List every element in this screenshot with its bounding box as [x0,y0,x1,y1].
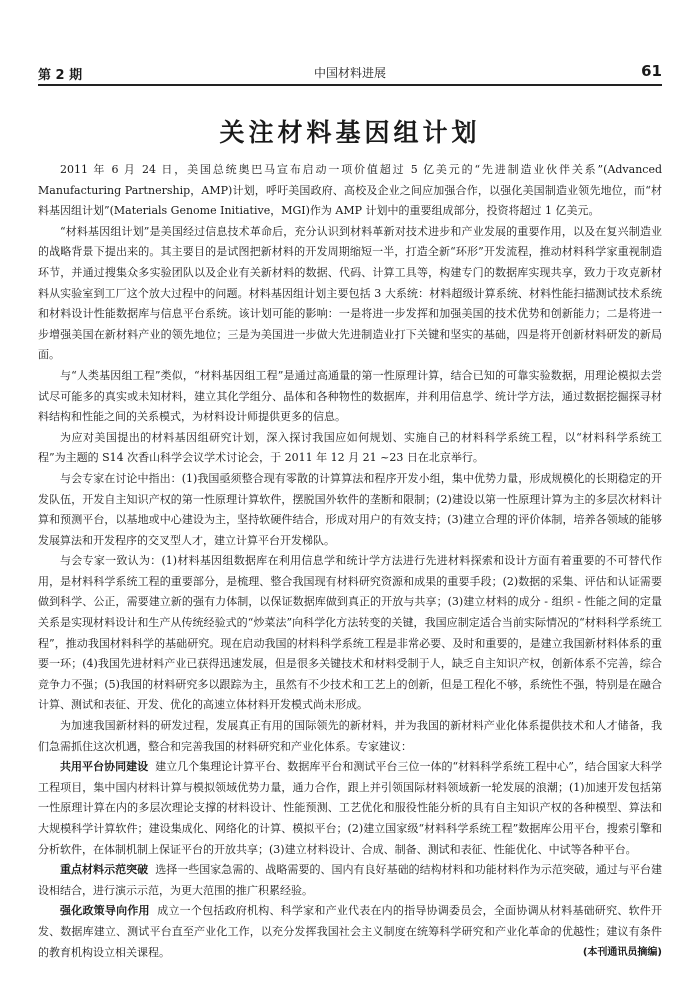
paragraph-9 [38,860,662,901]
paragraph-5: 与会专家在讨论中指出：(1)我国亟须整合现有零散的计算算法和程序开发小组，集中优势力量，形成规模化的长期稳定的开发队伍，开发自主知识产权的第一性原理计算软件，摆脱国外软件的垄断和限制；(2)建设以第一性原理计算为主的多层次材料计算和预测平台，以基地或中心建设为主，坚持软硬件结合，形成对用户的有效支持；(3)建立合理的评价体制，培养各领域的能够发展算法和开发程序的交叉型人才，建立计算平台开发梯队。 [38,471,662,547]
paragraph-7: 为加速我国新材料的研发过程，发展真正有用的国际领先的新材料，并为我国的新材料产业化体系提供技术和人才储备，我们急需抓住这次机遇，整合和完善我国的材料研究和产业化体系。专家建议： [38,719,662,753]
paragraph-8 [38,757,662,860]
recommendation-text-platform: 建立几个集理论计算平台、数据库平台和测试平台三位一体的“材料科学系统工程中心”，结合国家大科学工程项目，集中国内材料计算与模拟领域优势力量，通力合作，跟上并引领国际材料领域新一轮发展的浪潮；(1)加速开发包括第一性原理计算在内的多层次理论支撑的材料设计、性能预测、工艺优化和服役性能分析的具有自主知识产权的各种模型、算法和大规模科学计算软件；建设集成化、网络化的计算、模拟平台；(2)建立国家级“材料科学系统工程”数据库公用平台，搜索引擎和分析软件，在体制机制上保证平台的开放共享；(3)建立材料设计、合成、制备、测试和表征、性能优化、中试等各种平台。 [38,760,663,856]
page-number: 61 [641,62,662,80]
article-title: 关注材料基因组计划 [219,118,481,147]
paragraph-3: 与“人类基因组工程”类似，“材料基因组工程”是通过高通量的第一性原理计算，结合已知的可靠实验数据，用理论模拟去尝试尽可能多的真实或未知材料，建立其化学组分、晶体和各种物性的数据库，并利用信息学、统计学方法，通过数据挖掘探寻材料结构和性能之间的关系模式，为材料设计师提供更多的信息。 [38,368,662,424]
page-header [38,60,662,86]
journal-name: 中国材料进展 [313,66,386,80]
paragraph-4: 为应对美国提出的材料基因组研究计划，深入探讨我国应如何规划、实施自己的材料科学系统工程，以“材料科学系统工程”为主题的 S14 次香山科学会议学术讨论会，于 2011 年 12 月 21 ~23 日在北京举行。 [38,430,662,465]
paragraph-6: 与会专家一致认为：(1)材料基因组数据库在利用信息学和统计学方法进行先进材料探索和设计方面有着重要的不可替代作用，是材料科学系统工程的重要部分，是梳理、整合我国现有材料研究资源和成果的重要手段；(2)数据的采集、评估和认证需要做到科学、公正，需要建立新的强有力体制，以保证数据库做到真正的开放与共享；(3)建立材料的成分 - 组织 - 性能之间的定量关系是实现材料设计和生产从传统经验式的“炒菜法”向科学化方法转变的关键，我国应制定适合当前实际情况的“材料科学系统工程”，推动我国材料科学的基础研究。现在启动我国的材料科学系统工程是非常必要、及时和重要的，是建立我国新材料体系的重要一环；(4)我国先进材料产业已获得迅速发展，但是很多关键技术和材料受制于人，缺乏自主知识产权，创新体系不完善，综合竞争力不强；(5)我国的材料研究多以跟踪为主，虽然有不少技术和工艺上的创新，但是工程化不够，系统性不强，特别是在融合计算、测试和表征、开发、优化的高速立体材料开发模式尚未形成。 [38,554,662,712]
recommendation-heading-platform: 共用平台协同建设 [60,760,149,774]
recommendation-text-materials: 选择一些国家急需的、战略需要的、国内有良好基础的结构材料和功能材料作为示范突破，通过与平台建设相结合，进行演示示范，为更大范围的推广积累经验。 [38,863,663,897]
issue-label: 第 2 期 [38,68,83,83]
article-body [38,160,662,963]
paragraph-2: “材料基因组计划”是美国经过信息技术革命后，充分认识到材料革新对技术进步和产业发展的重要作用，以及在复兴制造业的战略背景下提出来的。其主要目的是试图把新材料的开发周期缩短一半，打造全新“环形”开发流程，推动材料科学家重视制造环节，并通过搜集众多实验团队以及企业有关新材料的数据、代码、计算工具等，构建专门的数据库实现共享，致力于攻克新材料从实验室到工厂这个放大过程中的问题。材料基因组计划主要包括 3 大系统：材料超级计算系统、材料性能扫描测试技术系统和材料设计性能数据库与信息平台系统。该计划可能的影响：一是将进一步发挥和加强美国的技术优势和创新能力；二是将进一步增强美国在新材料产业的领先地位；三是为美国进一步做大先进制造业打下关键和坚实的基础，四是将开创新材料研发的新局面。 [38,224,662,362]
recommendation-heading-policy: 强化政策导向作用 [60,904,150,918]
recommendation-heading-materials: 重点材料示范突破 [60,863,149,877]
paragraph-10 [38,901,662,963]
paragraph-1: 2011 年 6 月 24 日，美国总统奥巴马宣布启动一项价值超过 5 亿美元的“先进制造业伙伴关系”(Advanced Manufacturing Partnership，AMP)计划，呼吁美国政府、高校及企业之间应加强合作，以强化美国制造业领先地位，而“材料基因组计划”(Materials Genome Initiative，MGI)作为 AMP 计划中的重要组成部分，投资将超过 1 亿美元。 [38,163,662,218]
recommendation-text-policy: 成立一个包括政府机构、科学家和产业代表在内的指导协调委员会，全面协调从材料基础研究、软件开发、数据库建立、测试平台直至产业化工作，以充分发挥我国社会主义制度在统筹科学研究和产业化革命的优越性；建议有条件的教育机构设立相关课程。 [38,904,663,959]
source-note: (本刊通讯员摘编) [582,946,662,958]
